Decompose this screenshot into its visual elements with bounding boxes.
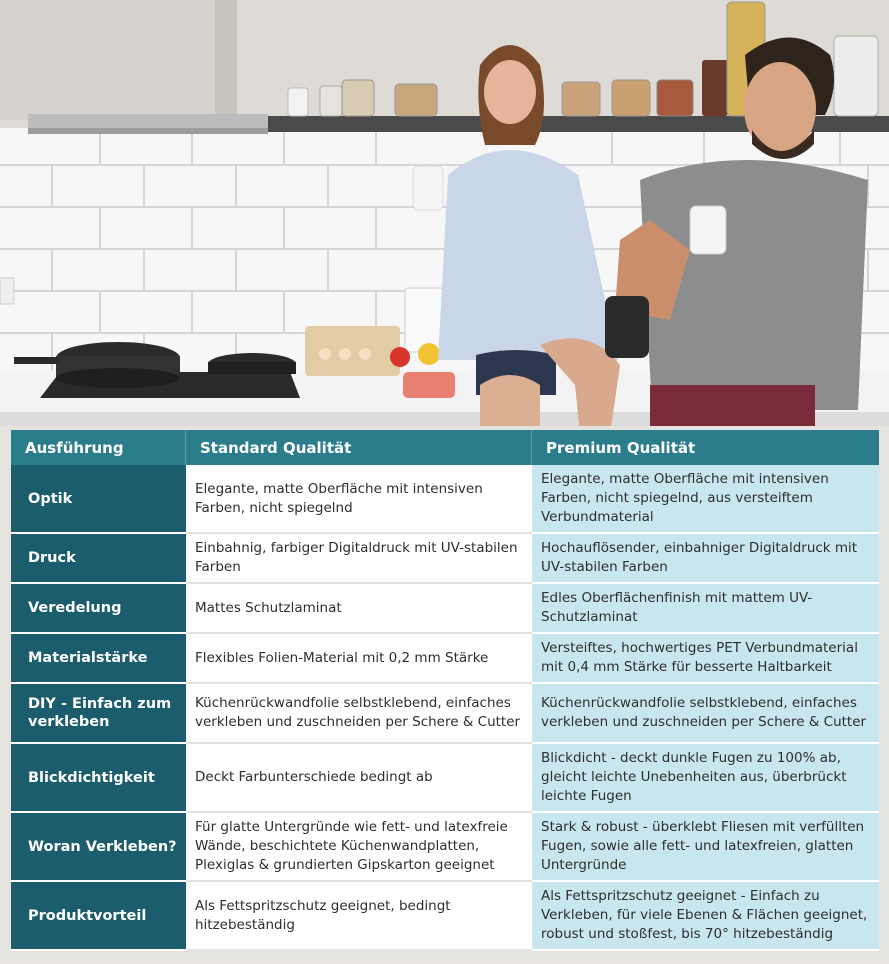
standard-cell: Küchenrückwandfolie selbstklebend, einfaches verkleben und zuschneiden per Schere & Cutter [186,684,532,744]
table-row [11,534,879,584]
header-standard: Standard Qualität [186,430,532,465]
row-label: Druck [11,534,186,584]
table-row [11,465,879,534]
row-label: Materialstärke [11,634,186,684]
table-row [11,882,879,951]
premium-cell: Elegante, matte Oberfläche mit intensiven Farben, nicht spiegelnd, aus versteiftem Verbundmaterial [532,465,879,534]
row-label: Optik [11,465,186,534]
table-row [11,684,879,744]
premium-cell: Hochauflösender, einbahniger Digitaldruck mit UV-stabilen Farben [532,534,879,584]
table-row [11,584,879,634]
premium-cell: Küchenrückwandfolie selbstklebend, einfaches verkleben und zuschneiden per Schere & Cutter [532,684,879,744]
standard-cell: Elegante, matte Oberfläche mit intensiven Farben, nicht spiegelnd [186,465,532,534]
comparison-table [11,430,879,951]
standard-cell: Für glatte Untergründe wie fett- und latexfreie Wände, beschichtete Küchenwandplatten, Plexiglas & grundierten Gipskarton geeignet [186,813,532,882]
row-label: Blickdichtigkeit [11,744,186,813]
table-header-row [11,430,879,465]
premium-cell: Versteiftes, hochwertiges PET Verbundmaterial mit 0,4 mm Stärke für besserte Haltbarkeit [532,634,879,684]
premium-cell: Blickdicht - deckt dunkle Fugen zu 100% ab, gleicht leichte Unebenheiten aus, überbrückt leichte Fugen [532,744,879,813]
premium-cell: Edles Oberflächenfinish mit mattem UV-Schutzlaminat [532,584,879,634]
row-label: Woran Verkleben? [11,813,186,882]
standard-cell: Als Fettspritzschutz geeignet, bedingt hitzebeständig [186,882,532,951]
table-row [11,634,879,684]
standard-cell: Deckt Farbunterschiede bedingt ab [186,744,532,813]
standard-cell: Flexibles Folien-Material mit 0,2 mm Stärke [186,634,532,684]
header-ausfuehrung: Ausführung [11,430,186,465]
header-premium: Premium Qualität [532,430,879,465]
standard-cell: Einbahnig, farbiger Digitaldruck mit UV-stabilen Farben [186,534,532,584]
premium-cell: Als Fettspritzschutz geeignet - Einfach zu Verkleben, für viele Ebenen & Flächen geeignet, robust und stoßfest, bis 70° hitzebeständig [532,882,879,951]
table-row [11,813,879,882]
row-label: Produktvorteil [11,882,186,951]
standard-cell: Mattes Schutzlaminat [186,584,532,634]
table-row [11,744,879,813]
row-label: DIY - Einfach zum verkleben [11,684,186,744]
premium-cell: Stark & robust - überklebt Fliesen mit verfüllten Fugen, sowie alle fett- und latexfreien, glatten Untergründe [532,813,879,882]
row-label: Veredelung [11,584,186,634]
